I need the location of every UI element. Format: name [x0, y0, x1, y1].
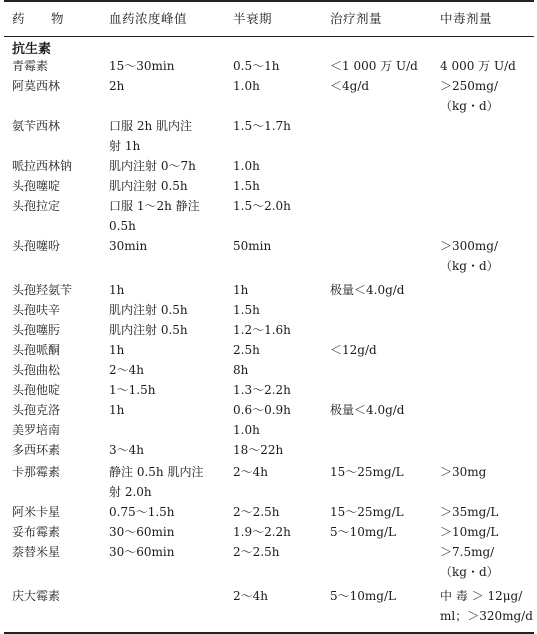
- cell-half-life-line: 18～22h: [233, 443, 284, 457]
- cell-half-life-line: 2.5h: [233, 343, 260, 357]
- cell-drug-line: 头孢拉定: [12, 199, 61, 213]
- cell-peak: [109, 360, 144, 380]
- cell-toxic-dose-line: ml；＞320mg/d: [440, 609, 533, 623]
- cell-drug: [12, 116, 60, 136]
- cell-half-life: [233, 440, 283, 460]
- cell-therapeutic-dose: [330, 462, 404, 482]
- cell-toxic-dose-line: （kg・d）: [440, 565, 499, 579]
- cell-peak-line: 2h: [109, 79, 125, 93]
- cell-half-life-line: 1h: [233, 283, 249, 297]
- cell-toxic-dose: [440, 76, 499, 116]
- cell-half-life: [233, 236, 271, 256]
- cell-therapeutic-dose-line: 5～10mg/L: [330, 525, 396, 539]
- cell-therapeutic-dose: [330, 340, 377, 360]
- cell-drug-line: 妥布霉素: [12, 525, 61, 539]
- cell-half-life: [233, 176, 260, 196]
- cell-therapeutic-dose-line: 极量＜4.0g/d: [330, 403, 405, 417]
- cell-peak-line: 1～1.5h: [109, 383, 156, 397]
- cell-drug: [12, 420, 60, 440]
- cell-half-life: [233, 360, 248, 380]
- cell-toxic-dose: [440, 236, 499, 276]
- cell-half-life: [233, 196, 291, 216]
- cell-drug: [12, 176, 60, 196]
- cell-half-life: [233, 542, 279, 562]
- cell-drug-line: 哌拉西林钠: [12, 159, 73, 173]
- cell-drug: [12, 236, 60, 256]
- cell-peak-line: 射 1h: [109, 139, 141, 153]
- cell-half-life-line: 2～2.5h: [233, 545, 280, 559]
- cell-toxic-dose-line: （kg・d）: [440, 259, 499, 273]
- cell-half-life-line: 1.5h: [233, 303, 260, 317]
- cell-drug: [12, 440, 60, 460]
- cell-toxic-dose: [440, 542, 499, 582]
- cell-drug-line: 阿莫西林: [12, 79, 61, 93]
- cell-peak-line: 3～4h: [109, 443, 144, 457]
- cell-peak-line: 1h: [109, 403, 125, 417]
- cell-half-life-line: 1.2～1.6h: [233, 323, 291, 337]
- cell-peak: [109, 176, 188, 196]
- cell-peak: [109, 340, 124, 360]
- cell-peak-line: 肌内注射 0.5h: [109, 303, 188, 317]
- cell-drug: [12, 56, 48, 76]
- cell-half-life-line: 0.5～1h: [233, 59, 280, 73]
- cell-toxic-dose-line: ＞30mg: [440, 465, 487, 479]
- cell-peak: [109, 156, 196, 176]
- cell-drug: [12, 196, 60, 216]
- cell-therapeutic-dose: [330, 502, 404, 522]
- cell-half-life-line: 8h: [233, 363, 249, 377]
- cell-peak-line: 肌内注射 0～7h: [109, 159, 196, 173]
- cell-drug-line: 卡那霉素: [12, 465, 61, 479]
- cell-half-life: [233, 76, 260, 96]
- cell-toxic-dose-line: ＞35mg/L: [440, 505, 499, 519]
- cell-toxic-dose-line: ＞250mg/: [440, 79, 499, 93]
- cell-toxic-dose: [440, 56, 516, 76]
- cell-drug-line: 阿米卡星: [12, 505, 61, 519]
- cell-drug: [12, 522, 60, 542]
- cell-drug: [12, 340, 60, 360]
- cell-drug-line: 头孢噻肟: [12, 323, 61, 337]
- cell-peak: [109, 236, 147, 256]
- cell-half-life-line: 1.0h: [233, 159, 260, 173]
- cell-drug-line: 美罗培南: [12, 423, 61, 437]
- cell-half-life-line: 0.6～0.9h: [233, 403, 291, 417]
- cell-half-life: [233, 380, 291, 400]
- cell-therapeutic-dose: [330, 76, 369, 96]
- cell-peak-line: 15～30min: [109, 59, 175, 73]
- cell-therapeutic-dose-line: 5～10mg/L: [330, 589, 396, 603]
- cell-half-life-line: 2～2.5h: [233, 505, 280, 519]
- cell-therapeutic-dose-line: 极量＜4.0g/d: [330, 283, 405, 297]
- cell-therapeutic-dose: [330, 586, 396, 606]
- cell-drug: [12, 360, 60, 380]
- cell-peak-line: 静注 0.5h 肌内注: [109, 465, 204, 479]
- cell-peak-line: 0.75～1.5h: [109, 505, 175, 519]
- header-rule: [4, 36, 534, 37]
- cell-toxic-dose: [440, 462, 486, 482]
- cell-peak: [109, 56, 175, 76]
- cell-drug-line: 头孢他啶: [12, 383, 61, 397]
- cell-drug-line: 青霉素: [12, 59, 49, 73]
- cell-toxic-dose-line: 4 000 万 U/d: [440, 59, 516, 73]
- cell-peak-line: 1h: [109, 343, 125, 357]
- cell-therapeutic-dose: [330, 280, 405, 300]
- header-peak: 血药浓度峰值: [109, 11, 188, 26]
- cell-half-life-line: 50min: [233, 239, 272, 253]
- cell-toxic-dose-line: 中 毒 ＞ 12μg/: [440, 589, 523, 603]
- header-therapeutic-dose: 治疗剂量: [330, 11, 383, 26]
- cell-half-life: [233, 280, 248, 300]
- cell-peak: [109, 116, 192, 156]
- cell-drug-line: 头孢曲松: [12, 363, 61, 377]
- cell-peak-line: 口服 2h 肌内注: [109, 119, 192, 133]
- cell-drug-line: 头孢羟氨苄: [12, 283, 73, 297]
- cell-drug: [12, 586, 60, 606]
- cell-therapeutic-dose-line: ＜1 000 万 U/d: [330, 59, 418, 73]
- cell-half-life-line: 1.3～2.2h: [233, 383, 291, 397]
- cell-peak: [109, 400, 124, 420]
- cell-drug: [12, 76, 60, 96]
- cell-therapeutic-dose: [330, 522, 396, 542]
- cell-peak-line: 口服 1～2h 静注: [109, 199, 200, 213]
- cell-drug: [12, 320, 60, 340]
- cell-peak-line: 0.5h: [109, 219, 136, 233]
- cell-drug-line: 萘替米星: [12, 545, 61, 559]
- cell-half-life: [233, 56, 279, 76]
- cell-toxic-dose-line: ＞10mg/L: [440, 525, 499, 539]
- cell-half-life: [233, 586, 268, 606]
- cell-therapeutic-dose-line: ＜12g/d: [330, 343, 377, 357]
- header-half-life: 半衰期: [233, 11, 273, 26]
- cell-peak-line: 30min: [109, 239, 148, 253]
- cell-peak: [109, 380, 155, 400]
- cell-half-life-line: 2～4h: [233, 589, 268, 603]
- cell-drug-line: 氨苄西林: [12, 119, 61, 133]
- cell-half-life-line: 1.0h: [233, 79, 260, 93]
- cell-half-life: [233, 320, 291, 340]
- cell-therapeutic-dose-line: 15～25mg/L: [330, 505, 404, 519]
- cell-toxic-dose-line: ＞300mg/: [440, 239, 499, 253]
- cell-peak: [109, 462, 203, 502]
- cell-peak: [109, 502, 175, 522]
- cell-half-life: [233, 340, 260, 360]
- cell-toxic-dose: [440, 522, 498, 542]
- cell-peak-line: 1h: [109, 283, 125, 297]
- cell-half-life: [233, 522, 291, 542]
- cell-peak-line: 30～60min: [109, 545, 175, 559]
- cell-drug-line: 头孢克洛: [12, 403, 61, 417]
- cell-half-life-line: 1.0h: [233, 423, 260, 437]
- cell-half-life: [233, 116, 291, 136]
- cell-drug: [12, 502, 60, 522]
- cell-therapeutic-dose: [330, 56, 418, 76]
- cell-drug: [12, 280, 72, 300]
- cell-half-life-line: 1.5～1.7h: [233, 119, 291, 133]
- cell-drug-line: 头孢噻啶: [12, 179, 61, 193]
- cell-toxic-dose-line: ＞7.5mg/: [440, 545, 495, 559]
- cell-peak-line: 射 2.0h: [109, 485, 152, 499]
- cell-therapeutic-dose-line: 15～25mg/L: [330, 465, 404, 479]
- cell-toxic-dose: [440, 502, 498, 522]
- cell-drug-line: 庆大霉素: [12, 589, 61, 603]
- cell-drug-line: 头孢呋辛: [12, 303, 61, 317]
- cell-half-life: [233, 300, 260, 320]
- cell-peak: [109, 196, 200, 236]
- cell-drug: [12, 380, 60, 400]
- header-drug: 药 物: [12, 11, 65, 26]
- cell-drug-line: 头孢噻吩: [12, 239, 61, 253]
- cell-half-life: [233, 420, 260, 440]
- cell-peak: [109, 522, 175, 542]
- cell-peak-line: 肌内注射 0.5h: [109, 179, 188, 193]
- cell-peak-line: 30～60min: [109, 525, 175, 539]
- cell-peak: [109, 440, 144, 460]
- cell-peak: [109, 320, 188, 340]
- table-top-rule: [4, 0, 534, 2]
- cell-drug: [12, 542, 60, 562]
- cell-drug: [12, 300, 60, 320]
- cell-therapeutic-dose: [330, 400, 405, 420]
- cell-drug: [12, 156, 72, 176]
- cell-peak: [109, 300, 188, 320]
- cell-therapeutic-dose-line: ＜4g/d: [330, 79, 370, 93]
- cell-peak: [109, 280, 124, 300]
- cell-drug-line: 头孢哌酮: [12, 343, 61, 357]
- cell-half-life: [233, 400, 291, 420]
- cell-peak: [109, 542, 175, 562]
- cell-peak: [109, 76, 124, 96]
- cell-toxic-dose-line: （kg・d）: [440, 99, 499, 113]
- cell-peak-line: 肌内注射 0.5h: [109, 323, 188, 337]
- cell-half-life: [233, 502, 279, 522]
- cell-drug-line: 多西环素: [12, 443, 61, 457]
- cell-half-life: [233, 462, 268, 482]
- header-toxic-dose: 中毒剂量: [440, 11, 493, 26]
- cell-half-life-line: 2～4h: [233, 465, 268, 479]
- cell-drug: [12, 400, 60, 420]
- cell-peak-line: 2～4h: [109, 363, 144, 377]
- cell-toxic-dose: [440, 586, 533, 626]
- cell-half-life-line: 1.5h: [233, 179, 260, 193]
- cell-drug: [12, 462, 60, 482]
- cell-half-life: [233, 156, 260, 176]
- section-title: 抗生素: [12, 42, 52, 57]
- cell-half-life-line: 1.5～2.0h: [233, 199, 291, 213]
- cell-half-life-line: 1.9～2.2h: [233, 525, 291, 539]
